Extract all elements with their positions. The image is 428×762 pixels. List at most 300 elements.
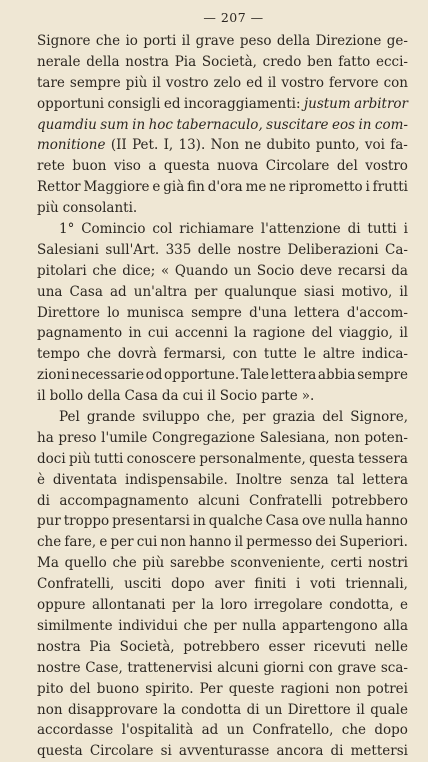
word: Ma bbox=[37, 555, 59, 572]
word: queste bbox=[228, 680, 275, 697]
text-line bbox=[37, 720, 408, 741]
word: nulla bbox=[328, 513, 363, 530]
word: porti bbox=[143, 33, 177, 49]
word: potrebbero bbox=[183, 638, 260, 655]
word: che bbox=[183, 617, 208, 634]
word: oppure bbox=[37, 597, 86, 614]
word: allontanati bbox=[92, 597, 166, 614]
word: in bbox=[358, 116, 372, 133]
word: non bbox=[160, 534, 186, 551]
word: dopo bbox=[374, 722, 408, 739]
text-line bbox=[37, 303, 408, 324]
word: Direttore bbox=[287, 701, 351, 718]
word: nulla bbox=[242, 617, 277, 634]
word: tutti bbox=[367, 221, 397, 238]
word: similmente bbox=[37, 617, 113, 634]
word: accompagnamento bbox=[59, 492, 189, 509]
word: pito bbox=[37, 680, 64, 697]
word: una bbox=[37, 283, 63, 300]
word: grave bbox=[195, 33, 235, 49]
text-line bbox=[37, 679, 408, 700]
word: doci bbox=[37, 450, 66, 467]
word: che bbox=[112, 555, 137, 572]
word: ne bbox=[269, 179, 286, 196]
word: quello bbox=[64, 555, 107, 572]
word: sempre bbox=[69, 74, 121, 91]
text-line bbox=[37, 282, 408, 303]
word: di bbox=[37, 492, 50, 509]
word: individui bbox=[118, 617, 178, 634]
word: Rettor bbox=[37, 179, 81, 196]
word: grande bbox=[86, 409, 136, 426]
word: nuova bbox=[217, 158, 259, 175]
word: a bbox=[148, 158, 157, 175]
word: Salesiani bbox=[37, 241, 99, 258]
word: fin bbox=[187, 179, 205, 196]
word: ove bbox=[301, 513, 326, 530]
word: nostre bbox=[37, 659, 81, 676]
word: bollo bbox=[49, 388, 84, 405]
word: non bbox=[334, 429, 360, 446]
word: Confratelli, bbox=[37, 576, 115, 593]
word: della bbox=[276, 33, 311, 49]
word: con bbox=[308, 659, 333, 676]
word: un bbox=[264, 701, 283, 718]
word: dei bbox=[315, 534, 337, 551]
word: altre bbox=[322, 346, 356, 363]
text-line bbox=[37, 198, 408, 219]
word: I, bbox=[163, 137, 174, 154]
word: nostre bbox=[237, 241, 282, 258]
word: monitione bbox=[37, 137, 106, 154]
word: indica- bbox=[361, 346, 408, 363]
word: permesso bbox=[246, 534, 313, 551]
word: Direzione bbox=[315, 33, 382, 49]
word: viaggio, bbox=[338, 325, 393, 342]
text-line bbox=[37, 741, 408, 762]
word: nerale bbox=[37, 53, 81, 70]
text-line bbox=[37, 135, 408, 156]
word: poten- bbox=[364, 429, 408, 446]
word: e bbox=[99, 534, 108, 551]
word: che bbox=[95, 33, 121, 49]
word: per bbox=[194, 283, 218, 300]
word: (II bbox=[110, 137, 127, 154]
word: Circolare bbox=[89, 743, 154, 760]
word: indispensabile. bbox=[125, 471, 228, 488]
word: lettera bbox=[294, 304, 340, 321]
word: necessarie bbox=[71, 367, 145, 384]
word: sviluppo bbox=[142, 409, 200, 426]
word: Direttore bbox=[37, 304, 101, 321]
word: grazia bbox=[272, 409, 316, 426]
word: eos bbox=[331, 116, 356, 133]
word: punto, bbox=[315, 137, 360, 154]
word: credo bbox=[262, 53, 302, 70]
text-line bbox=[37, 73, 408, 94]
word: di bbox=[246, 701, 260, 718]
word: ed bbox=[246, 74, 263, 91]
word: quale bbox=[370, 701, 408, 718]
word: cui bbox=[136, 534, 158, 551]
word: voti bbox=[310, 576, 336, 593]
text-line bbox=[37, 365, 408, 386]
word: potrebbero bbox=[331, 492, 408, 509]
word: nelle bbox=[374, 638, 408, 655]
word: Confratelli bbox=[249, 492, 323, 509]
word: sarebbe bbox=[169, 555, 225, 572]
word: Pia bbox=[89, 638, 111, 655]
word: vostro bbox=[281, 74, 325, 91]
word: giorni bbox=[263, 659, 304, 676]
word: per bbox=[171, 597, 196, 614]
word: triennali, bbox=[345, 576, 408, 593]
word: ». bbox=[301, 388, 315, 405]
word: frutti bbox=[372, 179, 408, 196]
word: alcuni bbox=[198, 492, 240, 509]
word: grave bbox=[337, 659, 377, 676]
word: ben bbox=[307, 53, 333, 70]
word: hanno bbox=[365, 513, 408, 530]
word: dovrà bbox=[117, 346, 157, 363]
word: buono bbox=[96, 680, 140, 697]
word: Signore bbox=[37, 33, 91, 49]
word: dubito bbox=[266, 137, 311, 154]
word: ecci- bbox=[376, 53, 408, 70]
word: nostra bbox=[37, 638, 81, 655]
word: tare bbox=[37, 74, 65, 91]
word: in bbox=[192, 513, 206, 530]
word: il bbox=[399, 283, 408, 300]
word: diventata bbox=[52, 471, 118, 488]
word: Per bbox=[199, 680, 223, 697]
word: ragioni bbox=[280, 680, 330, 697]
word: Socio bbox=[256, 262, 295, 279]
text-line bbox=[37, 115, 408, 136]
word: zioni bbox=[37, 367, 70, 384]
word: un bbox=[226, 722, 245, 739]
word: che bbox=[86, 346, 112, 363]
word: un bbox=[233, 262, 252, 279]
text-line bbox=[37, 658, 408, 679]
word: ne bbox=[244, 137, 262, 154]
word: troppo bbox=[63, 513, 110, 530]
text-line bbox=[37, 386, 408, 407]
word: tal bbox=[336, 471, 355, 488]
word: loro bbox=[220, 597, 248, 614]
word: personalmente, bbox=[199, 450, 306, 467]
word: arbitror bbox=[354, 95, 408, 112]
word: ad bbox=[201, 722, 219, 739]
word: più bbox=[142, 555, 165, 572]
word: presentarsi bbox=[112, 513, 190, 530]
word: trattenervisi bbox=[127, 659, 213, 676]
word: potrei bbox=[367, 680, 408, 697]
word: ed bbox=[163, 95, 181, 112]
word: recarsi bbox=[337, 262, 386, 279]
text-line bbox=[37, 637, 408, 658]
text-line bbox=[37, 595, 408, 616]
word: Casa bbox=[124, 388, 158, 405]
word: Comincio bbox=[81, 221, 146, 238]
text-line bbox=[37, 491, 408, 512]
word: della bbox=[87, 388, 121, 405]
body-text bbox=[37, 31, 408, 762]
text-line bbox=[37, 449, 408, 470]
word: per bbox=[110, 534, 134, 551]
text-line bbox=[37, 240, 408, 261]
word: ad bbox=[109, 283, 127, 300]
word: del bbox=[69, 680, 91, 697]
text-line bbox=[37, 52, 408, 73]
word: pagnamento bbox=[37, 325, 123, 342]
text-line bbox=[37, 470, 408, 491]
word: opportuni bbox=[37, 95, 105, 112]
word: le bbox=[303, 346, 316, 363]
word: od bbox=[145, 367, 163, 384]
word: suscitare bbox=[266, 116, 329, 133]
word: accordasse bbox=[37, 722, 114, 739]
word: con bbox=[232, 346, 258, 363]
word: un'altra bbox=[133, 283, 188, 300]
word: quamdiu bbox=[37, 116, 97, 133]
word: tutti bbox=[93, 450, 124, 467]
word: peso bbox=[239, 33, 272, 49]
word: appartengono bbox=[282, 617, 378, 634]
word: d'ora bbox=[207, 179, 243, 196]
word: com- bbox=[374, 116, 408, 133]
word: Società, bbox=[119, 638, 175, 655]
word: più bbox=[68, 450, 91, 467]
word: qualche bbox=[208, 513, 263, 530]
text-line bbox=[37, 156, 408, 177]
word: disapprovare bbox=[67, 701, 158, 718]
word: Case, bbox=[85, 659, 123, 676]
word: il bbox=[234, 534, 244, 551]
word: sconveniente, bbox=[230, 555, 325, 572]
page-number: — 207 — bbox=[203, 10, 264, 25]
text-line bbox=[37, 323, 408, 344]
word: fare, bbox=[64, 534, 97, 551]
word: ricevuti bbox=[313, 638, 366, 655]
word: Confratello, bbox=[252, 722, 334, 739]
word: i bbox=[295, 576, 301, 593]
word: senza bbox=[289, 471, 329, 488]
word: pitolari bbox=[37, 262, 87, 279]
word: si bbox=[160, 743, 172, 760]
word: condotta bbox=[181, 701, 242, 718]
word: lo bbox=[107, 304, 120, 321]
word: la bbox=[234, 325, 247, 342]
word: che bbox=[92, 262, 117, 279]
word: motivo, bbox=[341, 283, 393, 300]
word: ragione bbox=[252, 325, 306, 342]
text-line bbox=[37, 428, 408, 449]
word: di bbox=[330, 743, 344, 760]
word: qualunque bbox=[224, 283, 297, 300]
word: fa- bbox=[390, 137, 408, 154]
word: 335 bbox=[165, 241, 192, 258]
word: Casa bbox=[69, 283, 103, 300]
word: il bbox=[37, 388, 46, 405]
word: che bbox=[37, 534, 62, 551]
word: Ca- bbox=[384, 241, 408, 258]
word: in bbox=[128, 325, 142, 342]
word: conoscere bbox=[126, 450, 197, 467]
word: Circolare bbox=[265, 158, 330, 175]
word: da bbox=[161, 388, 179, 405]
word: 13). bbox=[178, 137, 206, 154]
word: viso bbox=[113, 158, 141, 175]
word: tessera bbox=[358, 450, 408, 467]
word: il bbox=[267, 74, 277, 91]
word: che bbox=[341, 722, 367, 739]
word: Non bbox=[210, 137, 240, 154]
word: col bbox=[152, 221, 173, 238]
word: aver bbox=[214, 576, 245, 593]
word: fervore bbox=[329, 74, 379, 91]
word: Pet. bbox=[132, 137, 159, 154]
word: Società, bbox=[201, 53, 257, 70]
word: io bbox=[125, 33, 138, 49]
word: nostra bbox=[125, 53, 169, 70]
word: del bbox=[336, 158, 358, 175]
word: l'ospitalità bbox=[121, 722, 194, 739]
word: ge- bbox=[386, 33, 408, 49]
word: nostri bbox=[368, 555, 408, 572]
word: Signore, bbox=[350, 409, 408, 426]
word: munisca bbox=[126, 304, 184, 321]
word: in bbox=[132, 116, 146, 133]
word: abbia bbox=[317, 367, 356, 384]
word: alla bbox=[383, 617, 408, 634]
word: deve bbox=[299, 262, 333, 279]
text-line bbox=[37, 219, 408, 240]
word: il bbox=[152, 74, 161, 91]
word: da bbox=[391, 262, 408, 279]
word: Inoltre bbox=[235, 471, 283, 488]
word: Deliberazioni bbox=[287, 241, 379, 258]
word: sempre bbox=[191, 304, 242, 321]
word: sum bbox=[100, 116, 129, 133]
word: d'una bbox=[249, 304, 287, 321]
word: vostro bbox=[365, 158, 408, 175]
word: l'attenzione bbox=[260, 221, 341, 238]
word: la bbox=[163, 701, 176, 718]
word: già bbox=[163, 179, 185, 196]
word: del bbox=[322, 409, 344, 426]
word: per bbox=[242, 409, 266, 426]
word: vostro bbox=[165, 74, 209, 91]
text-line bbox=[37, 31, 408, 52]
word: Salesiana, bbox=[259, 429, 330, 446]
word: della bbox=[86, 53, 120, 70]
word: ha bbox=[37, 429, 54, 446]
word: justum bbox=[303, 95, 351, 112]
word: lettera bbox=[362, 471, 408, 488]
word: richiamare bbox=[179, 221, 254, 238]
text-line bbox=[37, 700, 408, 721]
word: usciti bbox=[124, 576, 162, 593]
word: più bbox=[37, 200, 59, 217]
word: finiti bbox=[254, 576, 287, 593]
word: alcuni bbox=[217, 659, 259, 676]
word: parte bbox=[261, 388, 298, 405]
word: sempre bbox=[357, 367, 408, 384]
word: di bbox=[347, 221, 361, 238]
text-line bbox=[37, 94, 408, 115]
word: l'umile bbox=[101, 429, 148, 446]
word: più bbox=[125, 74, 148, 91]
word: preso bbox=[58, 429, 97, 446]
word: il bbox=[207, 388, 216, 405]
word: Congregazione bbox=[151, 429, 256, 446]
word: e bbox=[152, 179, 161, 196]
text-line bbox=[37, 407, 408, 428]
word: consolanti. bbox=[62, 200, 138, 217]
word: buon bbox=[72, 158, 107, 175]
word: questa bbox=[163, 158, 210, 175]
word: Socio bbox=[219, 388, 258, 405]
word: rete bbox=[37, 158, 65, 175]
word: non bbox=[335, 680, 361, 697]
word: e bbox=[399, 597, 408, 614]
word: dopo bbox=[171, 576, 205, 593]
text-line bbox=[37, 553, 408, 574]
word: del bbox=[311, 325, 333, 342]
word: Maggiore bbox=[83, 179, 150, 196]
word: sca- bbox=[380, 659, 408, 676]
word: il bbox=[399, 325, 408, 342]
word: Pel bbox=[59, 409, 80, 426]
word: cui bbox=[147, 325, 169, 342]
word: tutte bbox=[263, 346, 297, 363]
word: per bbox=[213, 617, 237, 634]
word: fatto bbox=[338, 53, 371, 70]
word: d'accom- bbox=[346, 304, 408, 321]
word: cui bbox=[182, 388, 204, 405]
word: tabernaculo, bbox=[176, 116, 263, 133]
word: con bbox=[383, 74, 408, 91]
word: Pia bbox=[174, 53, 197, 70]
word: incoraggiamenti: bbox=[183, 95, 301, 112]
word: ancora bbox=[276, 743, 324, 760]
word: « bbox=[160, 262, 170, 279]
word: dice; bbox=[122, 262, 156, 279]
word: tempo bbox=[37, 346, 80, 363]
word: spirito. bbox=[145, 680, 194, 697]
word: opportune. bbox=[164, 367, 240, 384]
word: è bbox=[37, 471, 45, 488]
word: hanno bbox=[189, 534, 232, 551]
word: esser bbox=[268, 638, 305, 655]
word: Quando bbox=[174, 262, 229, 279]
word: la bbox=[201, 597, 214, 614]
word: questa bbox=[309, 450, 355, 467]
text-line bbox=[37, 261, 408, 282]
text-line bbox=[37, 616, 408, 637]
word: pur bbox=[37, 513, 61, 530]
word: Casa bbox=[265, 513, 300, 530]
word: non bbox=[37, 701, 63, 718]
word: hoc bbox=[148, 116, 173, 133]
text-line bbox=[37, 532, 408, 553]
word: Tale bbox=[240, 367, 270, 384]
word: i bbox=[403, 221, 408, 238]
word: il bbox=[356, 701, 365, 718]
word: lettera bbox=[270, 367, 317, 384]
word: zelo bbox=[213, 74, 242, 91]
